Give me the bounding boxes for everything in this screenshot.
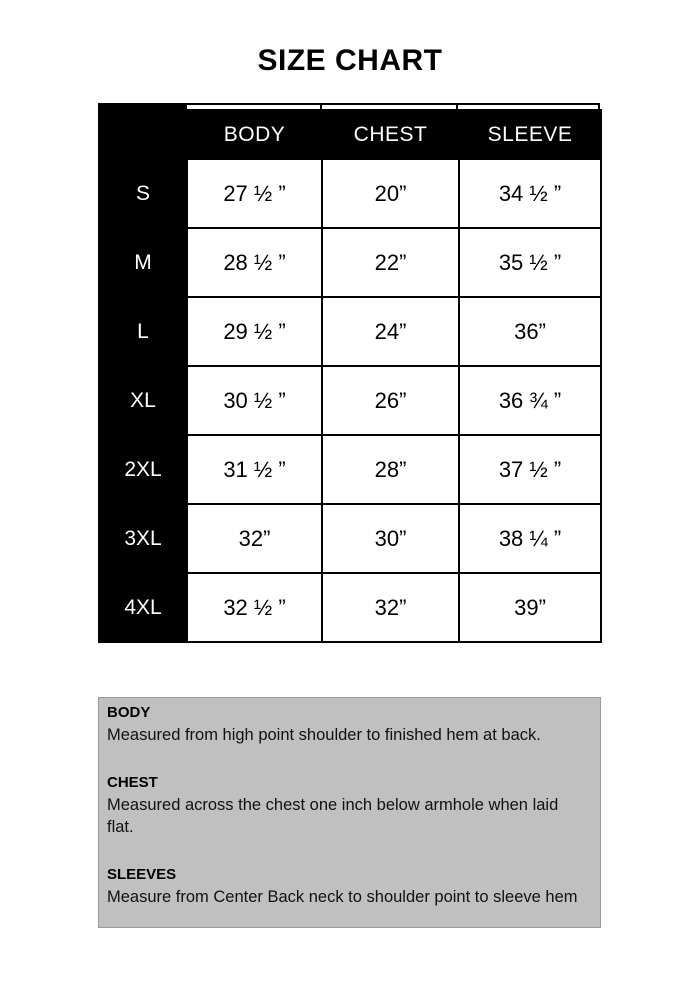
table-row: [99, 435, 601, 504]
column-header-sleeve: SLEEVE: [459, 110, 601, 159]
cell-chest: 30”: [322, 504, 459, 573]
cell-sleeve: 34 ½ ”: [459, 159, 601, 228]
table-row: [99, 297, 601, 366]
page-title: SIZE CHART: [257, 44, 443, 77]
row-header-size: 4XL: [99, 573, 187, 642]
cell-sleeve: 37 ½ ”: [459, 435, 601, 504]
table-border-tick: [456, 103, 458, 109]
cell-sleeve: 36 ¾ ”: [459, 366, 601, 435]
row-header-size: 3XL: [99, 504, 187, 573]
note-heading: SLEEVES: [107, 866, 177, 883]
cell-chest: 20”: [322, 159, 459, 228]
row-header-size: XL: [99, 366, 187, 435]
column-header-body: BODY: [187, 110, 322, 159]
cell-chest: 22”: [322, 228, 459, 297]
row-header-size: M: [99, 228, 187, 297]
cell-chest: 28”: [322, 435, 459, 504]
cell-body: 31 ½ ”: [187, 435, 322, 504]
measurement-notes: [98, 697, 601, 928]
cell-sleeve: 36”: [459, 297, 601, 366]
table-row: [99, 228, 601, 297]
table-row: [99, 573, 601, 642]
row-header-size: 2XL: [99, 435, 187, 504]
table-corner-patch: [98, 103, 186, 111]
row-header-size: S: [99, 159, 187, 228]
cell-body: 32”: [187, 504, 322, 573]
table-border-tick: [598, 103, 600, 109]
row-header-size: L: [99, 297, 187, 366]
cell-sleeve: 35 ½ ”: [459, 228, 601, 297]
cell-body: 32 ½ ”: [187, 573, 322, 642]
cell-sleeve: 38 ¼ ”: [459, 504, 601, 573]
note-chest: [107, 772, 586, 838]
cell-body: 30 ½ ”: [187, 366, 322, 435]
column-header-chest: CHEST: [322, 110, 459, 159]
header-row: [99, 110, 601, 159]
corner-cell: [99, 110, 187, 159]
size-chart-table: [98, 103, 600, 643]
size-table-grid: [98, 109, 602, 643]
note-heading: CHEST: [107, 774, 158, 791]
table-row: [99, 504, 601, 573]
table-border-tick: [320, 103, 322, 109]
note-heading: BODY: [107, 704, 151, 721]
note-body: [107, 702, 586, 746]
cell-sleeve: 39”: [459, 573, 601, 642]
table-row: [99, 366, 601, 435]
note-text: Measured across the chest one inch below armhole when laid flat.: [107, 796, 559, 836]
note-sleeves: [107, 864, 586, 908]
cell-chest: 24”: [322, 297, 459, 366]
cell-body: 27 ½ ”: [187, 159, 322, 228]
table-row: [99, 159, 601, 228]
note-text: Measure from Center Back neck to shoulder point to sleeve hem: [107, 888, 578, 906]
cell-chest: 32”: [322, 573, 459, 642]
cell-body: 28 ½ ”: [187, 228, 322, 297]
note-text: Measured from high point shoulder to finished hem at back.: [107, 726, 541, 744]
cell-body: 29 ½ ”: [187, 297, 322, 366]
cell-chest: 26”: [322, 366, 459, 435]
